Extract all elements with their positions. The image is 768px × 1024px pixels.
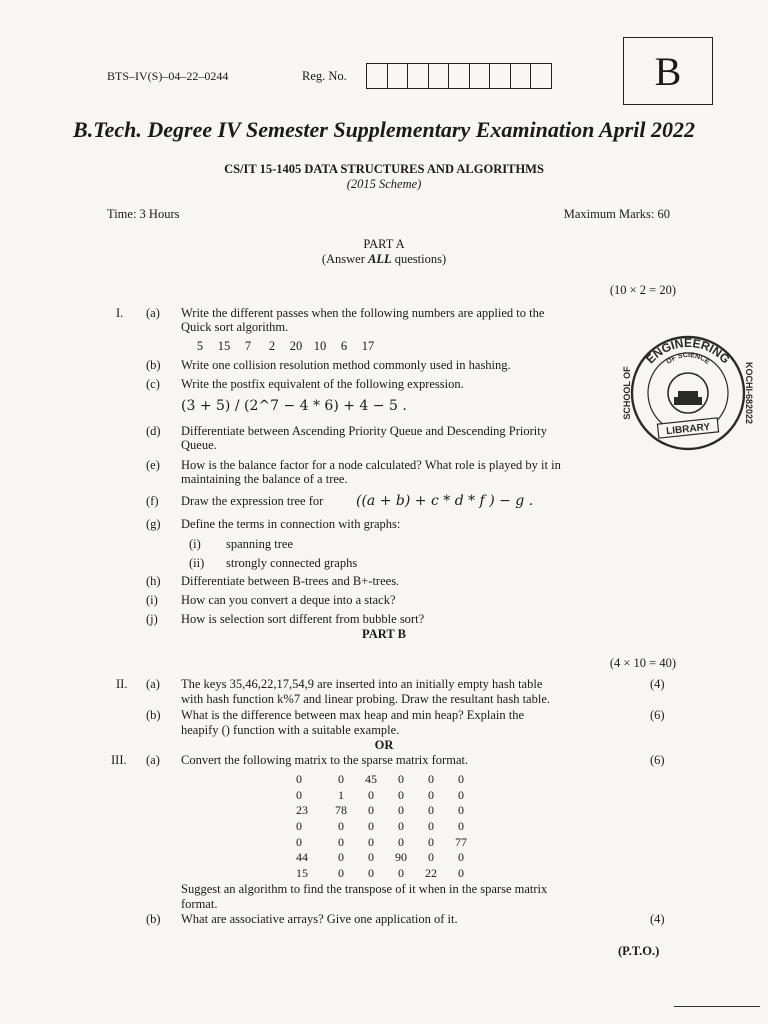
- question-text: How is the balance factor for a node calculated? What role is played by it in: [181, 458, 561, 472]
- library-building-icon: [674, 391, 702, 405]
- stamp-inner-text: OF SCIENCE: [665, 351, 711, 366]
- item-label: (e): [146, 458, 160, 472]
- question-text: Convert the following matrix to the sparse matrix format.: [181, 753, 469, 767]
- matrix-row: 15 0 0 0 22 0: [296, 865, 464, 880]
- stamp-bottom-text: LIBRARY: [665, 421, 711, 438]
- part-b-title: PART B: [362, 627, 406, 641]
- question-text: Queue.: [181, 438, 217, 452]
- expression-c: (3 + 5) / (2^7 − 4 * 6) + 4 − 5 .: [181, 398, 407, 414]
- item-label: (a): [146, 306, 160, 320]
- exam-title: B.Tech. Degree IV Semester Supplementary Examination April 2022: [73, 117, 695, 142]
- number-sequence: 5 15 7 2 20 10 6 17: [196, 339, 375, 353]
- stamp-right-text: KOCHI-682022: [744, 361, 754, 425]
- marks: (4): [650, 677, 665, 691]
- item-label: (i): [146, 593, 158, 607]
- sub-label: (i): [189, 537, 201, 551]
- reg-no-label: Reg. No.: [302, 69, 347, 83]
- item-label: (f): [146, 494, 159, 508]
- marks: (6): [650, 708, 665, 722]
- matrix-row: 44 0 0 90 0 0: [296, 850, 464, 865]
- question-text: Write the postfix equivalent of the following expression.: [181, 377, 464, 391]
- question-text: Suggest an algorithm to find the transpose of it when in the sparse matrix: [181, 882, 548, 896]
- item-label: (g): [146, 517, 161, 531]
- scheme: (2015 Scheme): [346, 177, 422, 191]
- matrix-row: 23 78 0 0 0 0: [296, 803, 464, 818]
- question-number: II.: [116, 677, 128, 691]
- question-number: I.: [116, 306, 124, 320]
- sub-label: (ii): [189, 556, 205, 570]
- item-label: (a): [146, 753, 160, 767]
- item-label: (b): [146, 912, 161, 926]
- sub-text: strongly connected graphs: [226, 556, 358, 570]
- question-text: What are associative arrays? Give one application of it.: [181, 912, 458, 926]
- part-a-instruction: (Answer ALL questions): [321, 252, 447, 266]
- matrix-row: 0 0 0 0 0 0: [296, 819, 464, 834]
- question-text: Draw the expression tree for: [181, 494, 324, 508]
- question-text: Quick sort algorithm.: [181, 320, 289, 334]
- part-b-marks: (4 × 10 = 40): [609, 656, 676, 670]
- series-box: B: [623, 37, 713, 105]
- question-text: Define the terms in connection with graphs:: [181, 517, 401, 531]
- question-number: III.: [111, 753, 127, 767]
- item-label: (j): [146, 612, 158, 626]
- library-stamp: [618, 325, 758, 453]
- stamp-left-text: SCHOOL OF: [622, 366, 632, 420]
- question-text: Differentiate between Ascending Priority Queue and Descending Priority: [181, 424, 547, 438]
- paper-code: BTS–IV(S)–04–22–0244: [107, 69, 229, 83]
- matrix-row: 0 0 0 0 0 77: [296, 834, 467, 849]
- marks: (4): [650, 912, 665, 926]
- expression-f: ((a + b) + c * d * f ) − g .: [356, 493, 534, 509]
- item-label: (d): [146, 424, 161, 438]
- item-label: (b): [146, 708, 161, 722]
- sub-text: spanning tree: [226, 537, 293, 551]
- or-divider: OR: [374, 738, 394, 752]
- question-text: heapify () function with a suitable example.: [181, 723, 400, 737]
- item-label: (c): [146, 377, 160, 391]
- question-text: How is selection sort different from bubble sort?: [181, 612, 425, 626]
- question-text: Differentiate between B-trees and B+-trees.: [181, 574, 400, 588]
- course-title: CS/IT 15-1405 DATA STRUCTURES AND ALGORITHMS: [224, 162, 544, 176]
- question-text: Write the different passes when the following numbers are applied to the: [181, 306, 545, 320]
- question-text: What is the difference between max heap and min heap? Explain the: [181, 708, 525, 722]
- part-a-title: PART A: [363, 237, 405, 251]
- item-label: (a): [146, 677, 160, 691]
- maximum-marks: Maximum Marks: 60: [563, 207, 670, 221]
- marks: (6): [650, 753, 665, 767]
- time-allowed: Time: 3 Hours: [107, 207, 180, 221]
- sparse-matrix: [296, 772, 476, 881]
- matrix-row: 0 0 45 0 0 0: [296, 772, 464, 787]
- question-text: How can you convert a deque into a stack?: [181, 593, 396, 607]
- stamp-top-text: ENGINEERING: [643, 336, 733, 367]
- item-label: (h): [146, 574, 161, 588]
- question-text: The keys 35,46,22,17,54,9 are inserted into an initially empty hash table: [181, 677, 543, 691]
- question-text: with hash function k%7 and linear probing. Draw the resultant hash table.: [181, 692, 551, 706]
- part-a-marks: (10 × 2 = 20): [609, 283, 676, 297]
- reg-no-boxes: [366, 63, 552, 89]
- matrix-row: 0 1 0 0 0 0: [296, 787, 464, 802]
- item-label: (b): [146, 358, 161, 372]
- footer-rule: [674, 1006, 760, 1007]
- question-text: maintaining the balance of a tree.: [181, 472, 348, 486]
- question-text: format.: [181, 897, 218, 911]
- pto: (P.T.O.): [618, 944, 660, 958]
- question-text: Write one collision resolution method commonly used in hashing.: [181, 358, 511, 372]
